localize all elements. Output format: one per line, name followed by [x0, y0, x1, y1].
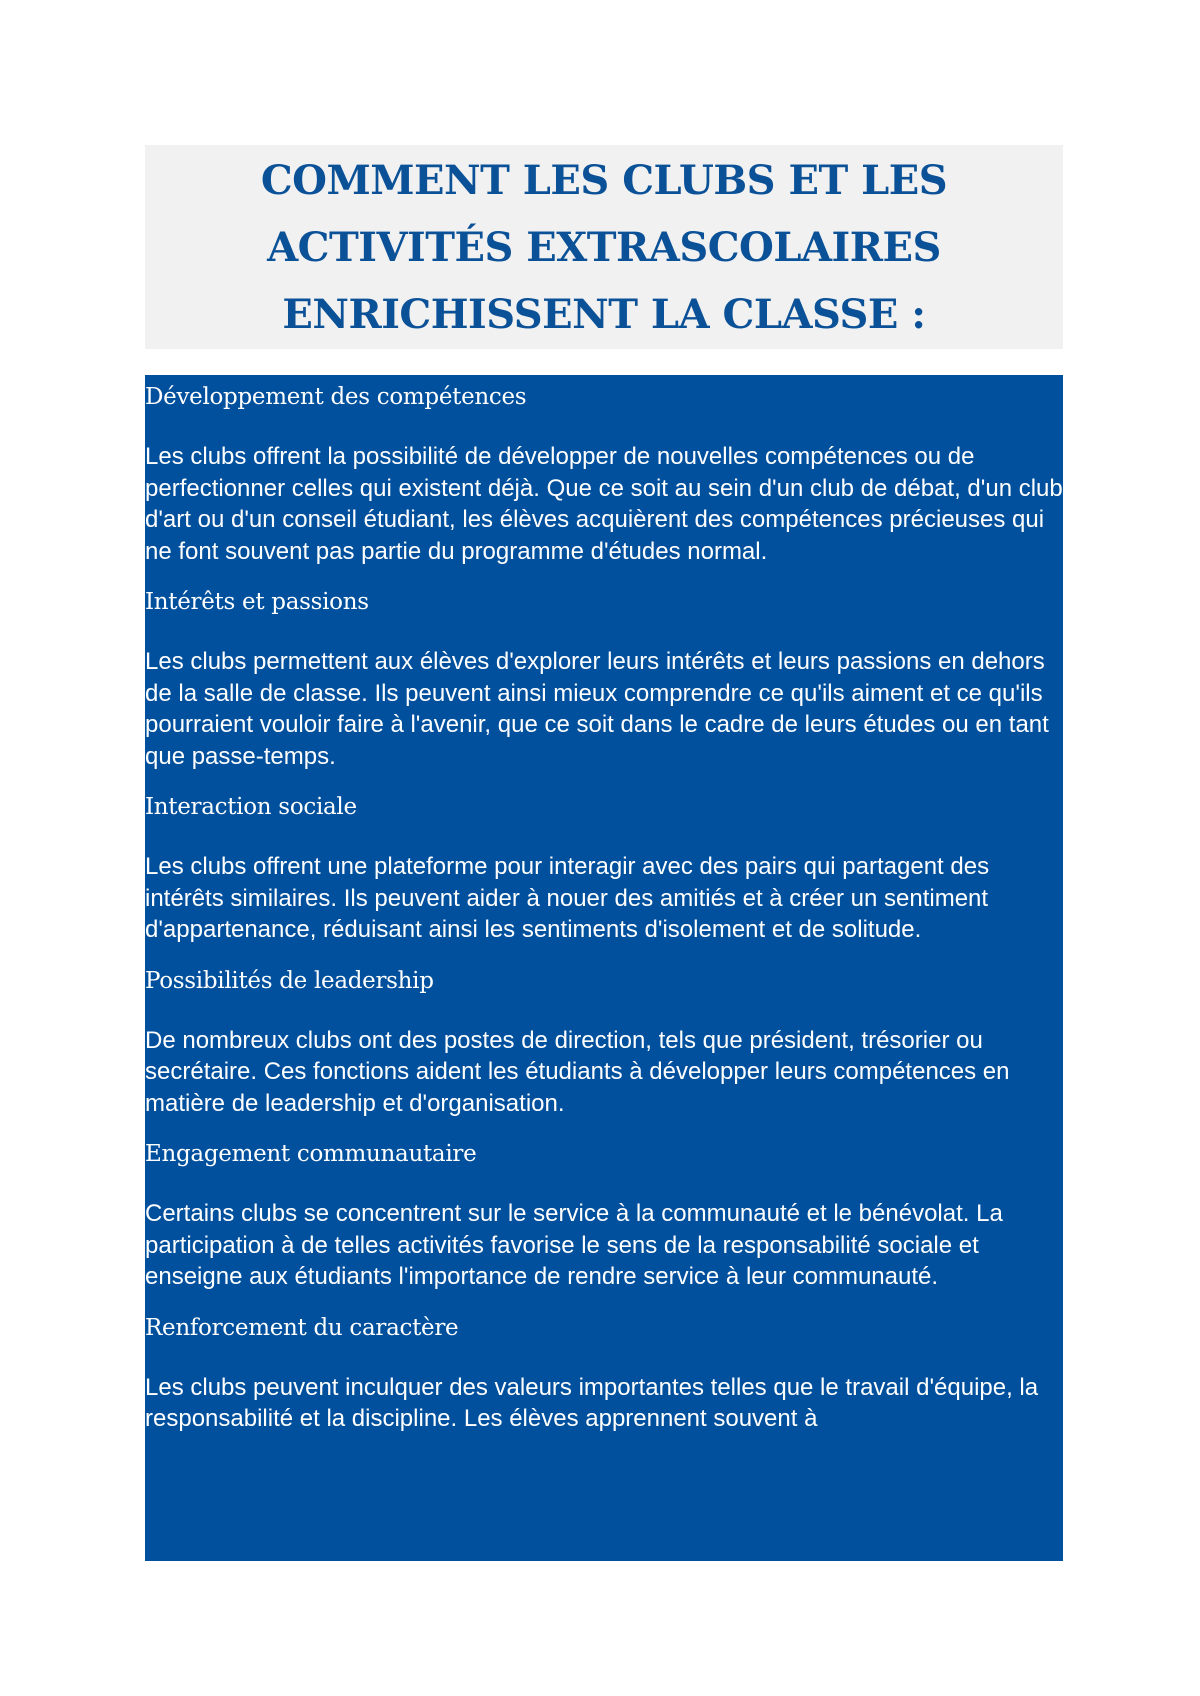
section-heading: Possibilités de leadership	[145, 967, 434, 994]
content-panel	[145, 375, 1063, 1561]
title-line-1: COMMENT LES CLUBS ET LES	[260, 156, 948, 204]
title-line-3: ENRICHISSENT LA CLASSE :	[282, 290, 926, 338]
title-line-2: ACTIVITÉS EXTRASCOLAIRES	[267, 223, 941, 271]
section-social	[145, 791, 1063, 946]
section-interests	[145, 586, 1063, 772]
section-community	[145, 1138, 1063, 1293]
section-heading: Renforcement du caractère	[145, 1314, 459, 1341]
section-body: Les clubs peuvent inculquer des valeurs importantes telles que le travail d'équipe, la responsabilité et la discipline. Les élèves apprennent souvent à	[145, 1373, 1039, 1432]
section-character	[145, 1312, 1063, 1435]
section-heading: Développement des compétences	[145, 384, 527, 410]
section-body: Certains clubs se concentrent sur le service à la communauté et le bénévolat. La participation à de telles activités favorise le sens de la responsabilité sociale et enseigne aux étudiants l'importance de rendre service à leur communauté.	[145, 1200, 1003, 1290]
section-skills	[145, 381, 1063, 567]
section-heading: Interaction sociale	[145, 794, 357, 820]
section-body: De nombreux clubs ont des postes de direction, tels que président, trésorier ou secrétaire. Ces fonctions aident les étudiants à développer leurs compétences en matière de leadership et d'organisation.	[145, 1026, 1010, 1117]
section-body: Les clubs permettent aux élèves d'explorer leurs intérêts et leurs passions en dehors de la salle de classe. Ils peuvent ainsi mieux comprendre ce qu'ils aiment et ce qu'ils pourraient vouloir faire à l'avenir, que ce soit dans le cadre de leurs études ou en tant que passe-temps.	[145, 648, 1049, 770]
title-banner	[145, 145, 1063, 349]
section-heading: Intérêts et passions	[145, 589, 369, 615]
section-leadership	[145, 965, 1063, 1120]
section-heading: Engagement communautaire	[145, 1141, 477, 1167]
section-body: Les clubs offrent la possibilité de développer de nouvelles compétences ou de perfectionner celles qui existent déjà. Que ce soit au sein d'un club de débat, d'un club d'art ou d'un conseil étudiant, les élèves acquièrent des compétences précieuses qui ne font souvent pas partie du programme d'études normal.	[145, 443, 1063, 565]
page-title	[261, 147, 947, 348]
section-body: Les clubs offrent une plateforme pour interagir avec des pairs qui partagent des intérêts similaires. Ils peuvent aider à nouer des amitiés et à créer un sentiment d'appartenance, réduisant ainsi les sentiments d'isolement et de solitude.	[145, 853, 990, 943]
